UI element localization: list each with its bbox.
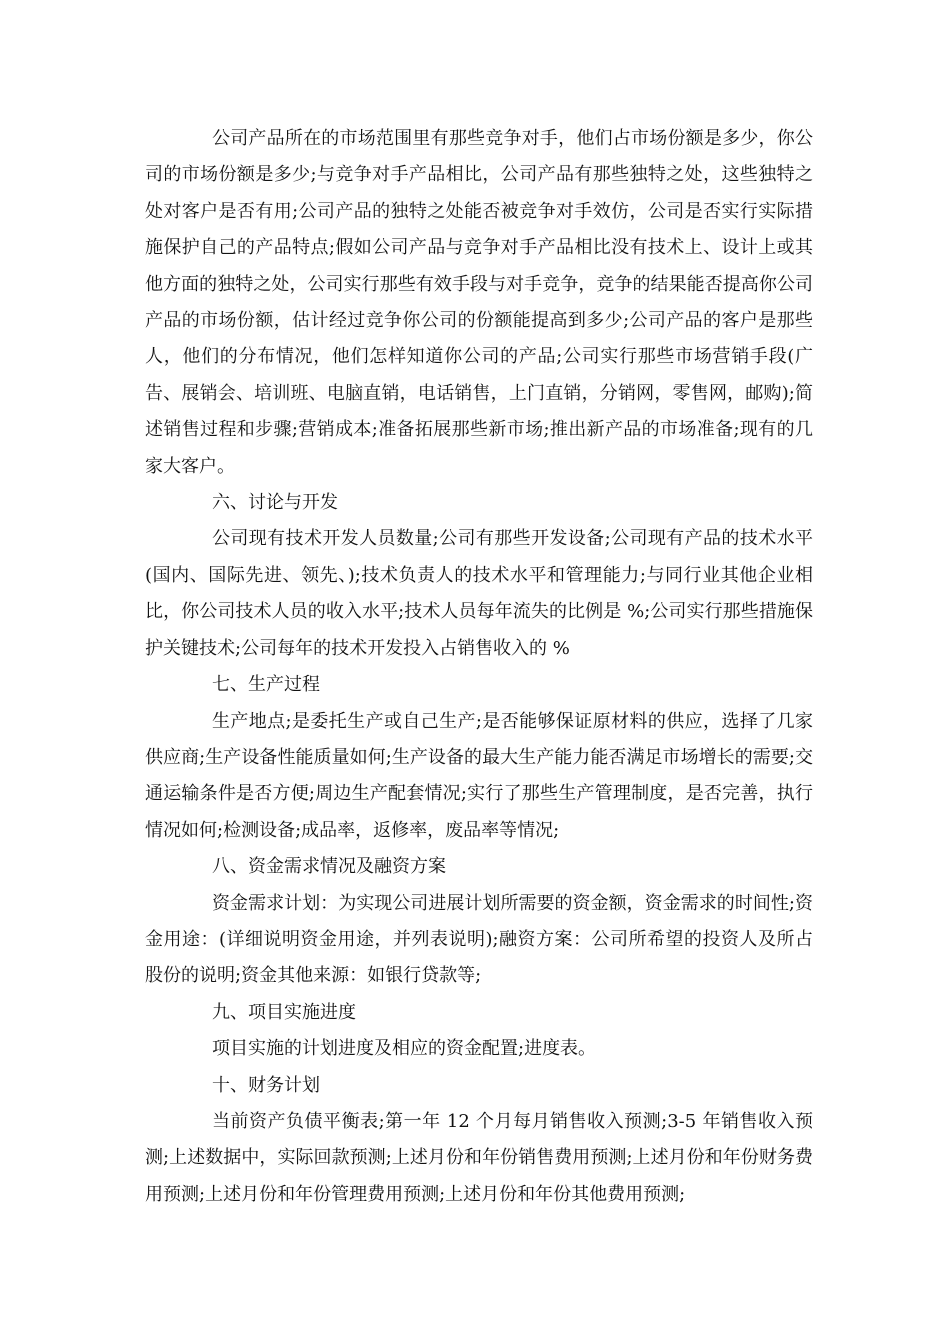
section-heading-research-development: 六、讨论与开发 [212,492,338,514]
section-heading-funding-plan: 八、资金需求情况及融资方案 [212,856,446,878]
document-page [145,121,813,1213]
research-development-paragraph: 公司现有技术开发人员数量;公司有那些开发设备;公司现有产品的技术水平(国内、国际先进、领先、);技术负责人的技术水平和管理能力;与同行业其他企业相比，你公司技术人员的收入水平;技术人员每年流失的比例是 %;公司实行那些措施保护关键技术;公司每年的技术开发投入占销售收入的 % [145,528,813,659]
funding-plan-paragraph: 资金需求计划：为实现公司进展计划所需要的资金额，资金需求的时间性;资金用途：(详细说明资金用途，并列表说明);融资方案：公司所希望的投资人及所占股份的说明;资金其他来源：如银行贷款等; [145,892,813,987]
project-schedule-paragraph: 项目实施的计划进度及相应的资金配置;进度表。 [212,1038,597,1060]
section-heading-project-schedule: 九、项目实施进度 [212,1001,356,1023]
production-process-paragraph: 生产地点;是委托生产或自己生产;是否能够保证原材料的供应，选择了几家供应商;生产设备性能质量如何;生产设备的最大生产能力能否满足市场增长的需要;交通运输条件是否方便;周边生产配套情况;实行了那些生产管理制度，是否完善，执行情况如何;检测设备;成品率，返修率，废品率等情况; [145,710,813,841]
market-competition-paragraph: 公司产品所在的市场范围里有那些竞争对手，他们占市场份额是多少，你公司的市场份额是多少;与竞争对手产品相比，公司产品有那些独特之处，这些独特之处对客户是否有用;公司产品的独特之处能否被竞争对手效仿，公司是否实行实际措施保护自己的产品特点;假如公司产品与竞争对手产品相比没有技术上、设计上或其他方面的独特之处，公司实行那些有效手段与对手竞争，竞争的结果能否提高你公司产品的市场份额，估计经过竞争你公司的份额能提高到多少;公司产品的客户是那些人，他们的分布情况，他们怎样知道你公司的产品;公司实行那些市场营销手段(广告、展销会、培训班、电脑直销，电话销售，上门直销，分销网，零售网，邮购);简述销售过程和步骤;营销成本;准备拓展那些新市场;推出新产品的市场准备;现有的几家大客户。 [145,128,813,477]
financial-plan-paragraph: 当前资产负债平衡表;第一年 12 个月每月销售收入预测;3-5 年销售收入预测;上述数据中，实际回款预测;上述月份和年份销售费用预测;上述月份和年份财务费用预测;上述月份和年份管理费用预测;上述月份和年份其他费用预测; [145,1110,813,1205]
section-heading-financial-plan: 十、财务计划 [212,1074,320,1096]
section-heading-production-process: 七、生产过程 [212,674,320,696]
